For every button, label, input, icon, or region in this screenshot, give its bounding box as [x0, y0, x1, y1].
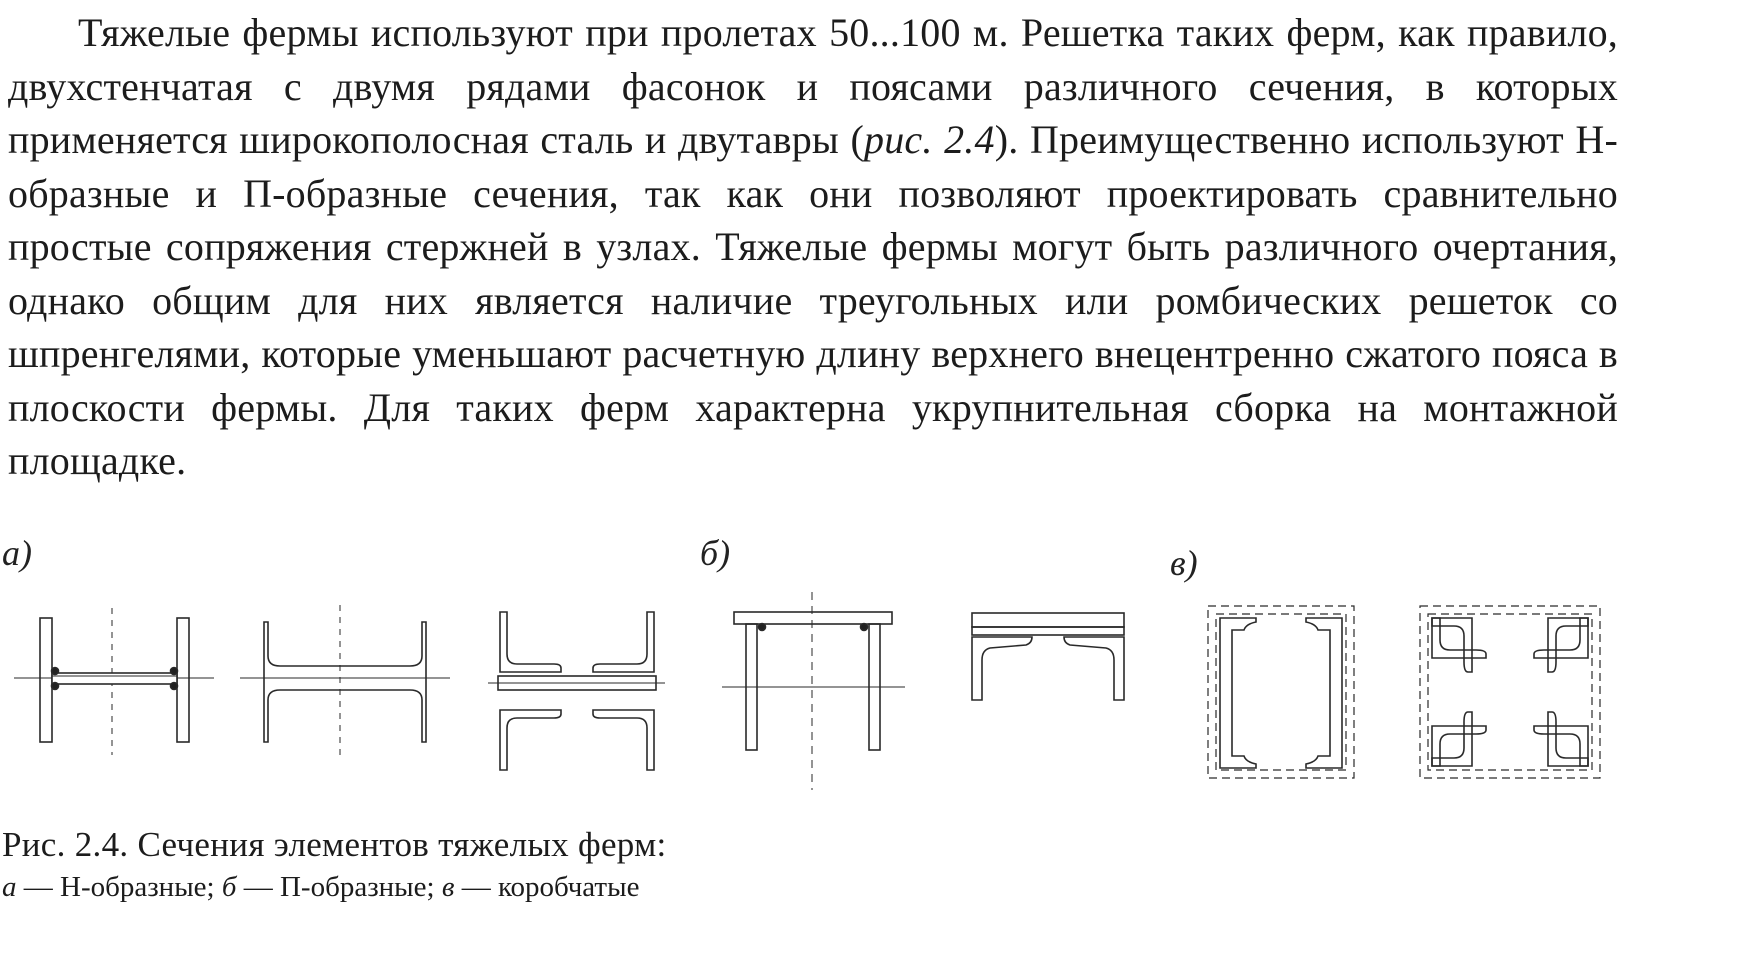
figure-reference[interactable]: рис. 2.4 [864, 117, 995, 162]
legend-text-a: — Н-образные; [16, 871, 222, 903]
panel-label-a: а) [2, 533, 32, 573]
figure-legend [2, 870, 639, 904]
h-section-welded-plates [14, 608, 214, 755]
legend-key-a: а [2, 871, 17, 903]
legend-text-c: — коробчатые [454, 871, 640, 903]
box-section-channels [1208, 606, 1354, 778]
paragraph-part-2: ). Преимущественно используют Н-образные и П-образные сечения, так как они позволяют проектировать сравнительно простые сопряжения стержней в узлах. Тяжелые фермы могут быть различного очертания, однако общим для них является наличие треугольных или ромбических решеток со шпренгелями, которые уменьшают расчетную длину верхнего внецентренно сжатого пояса в плоскости фермы. Для таких ферм характерна укрупнительная сборка на монтажной площадке. [8, 117, 1618, 483]
figure-caption: Рис. 2.4. Сечения элементов тяжелых ферм: [2, 825, 667, 864]
legend-text-b: — П-образные; [236, 871, 442, 903]
h-section-rolled-beam [240, 605, 450, 755]
paragraph-part-1: Тяжелые фермы используют при пролетах 50...100 м. Решетка таких ферм, как правило, двухстенчатая с двумя рядами фасонок и поясами различного сечения, в которых применяется широкополосная сталь и двутавры ( [8, 10, 1618, 162]
panel-label-c: в) [1170, 543, 1198, 583]
p-section-welded [722, 592, 905, 790]
h-section-four-angles [488, 612, 665, 770]
p-section-angles [972, 613, 1124, 700]
box-section-four-angles [1420, 606, 1600, 778]
legend-key-b: б [221, 871, 237, 903]
legend-key-c: в [441, 871, 455, 903]
panel-label-b: б) [700, 533, 731, 573]
